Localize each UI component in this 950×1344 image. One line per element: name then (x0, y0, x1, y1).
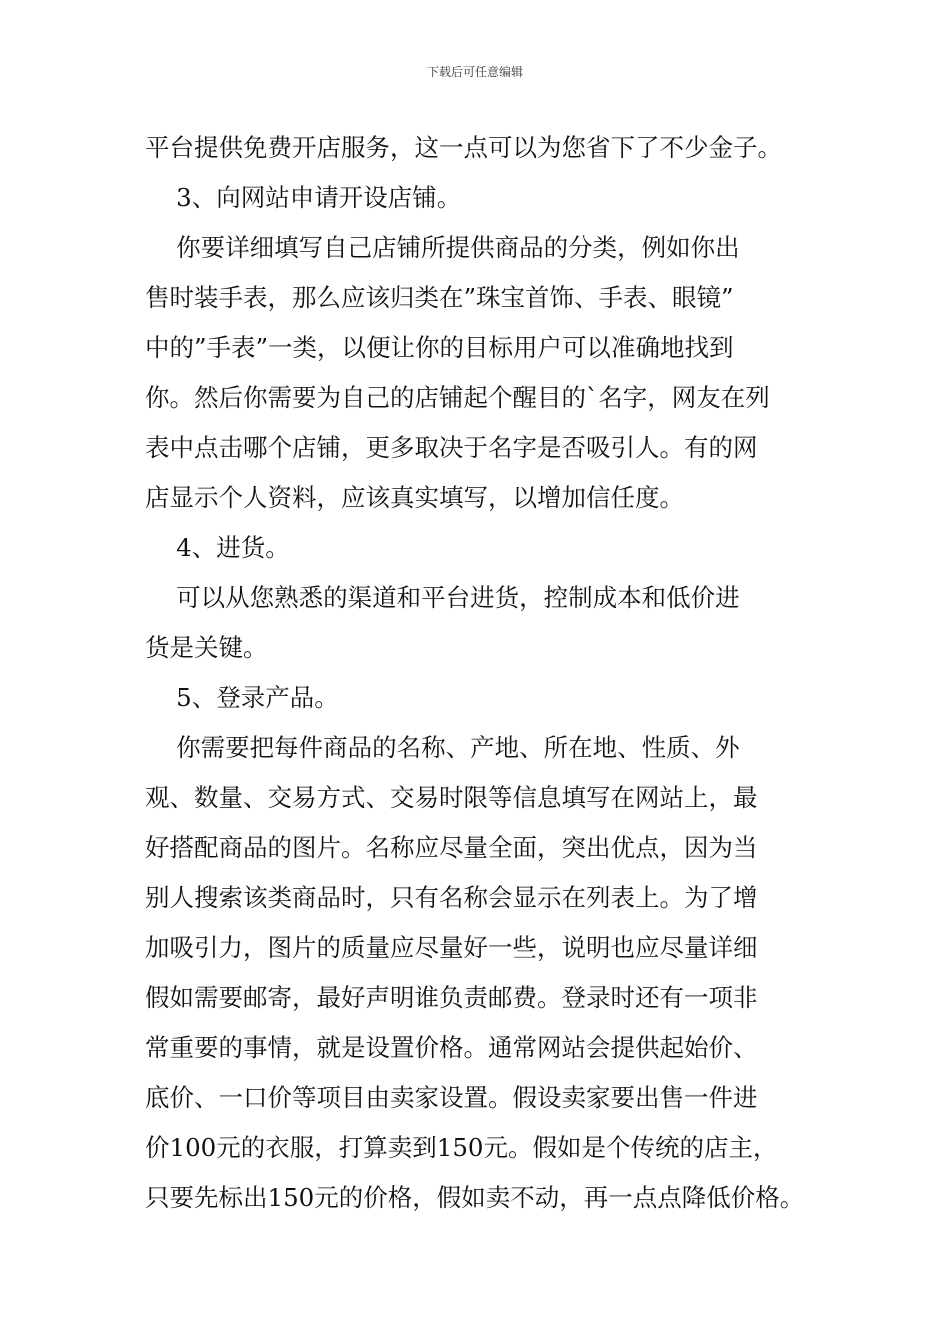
text-line: 5、登录产品。 (145, 683, 339, 712)
text-line: 只要先标出150元的价格，假如卖不动，再一点点降低价格。 (145, 1183, 805, 1212)
text-line: 货是关键。 (145, 633, 268, 662)
text-line: 假如需要邮寄，最好声明谁负责邮费。登录时还有一项非 (145, 983, 758, 1012)
text-line: 好搭配商品的图片。名称应尽量全面，突出优点，因为当 (145, 833, 758, 862)
text-line: 观、数量、交易方式、交易时限等信息填写在网站上，最 (145, 783, 758, 812)
text-line: 价100元的衣服，打算卖到150元。假如是个传统的店主， (145, 1133, 778, 1162)
text-line: 3、向网站申请开设店铺。 (145, 183, 462, 212)
text-line: 加吸引力，图片的质量应尽量好一些，说明也应尽量详细 (145, 933, 758, 962)
text-line: 可以从您熟悉的渠道和平台进货，控制成本和低价进 (145, 583, 740, 612)
text-line: 平台提供免费开店服务，这一点可以为您省下了不少金子。 (145, 133, 782, 162)
page-header: 下载后可任意编辑 (426, 65, 523, 79)
text-line: 售时装手表，那么应该归类在”珠宝首饰、手表、眼镜” (145, 283, 734, 312)
text-line: 底价、一口价等项目由卖家设置。假设卖家要出售一件进 (145, 1083, 758, 1112)
text-line: 4、进货。 (145, 533, 290, 562)
text-line: 表中点击哪个店铺，更多取决于名字是否吸引人。有的网 (145, 433, 758, 462)
text-line: 你。然后你需要为自己的店铺起个醒目的`名字，网友在列 (145, 383, 770, 412)
text-line: 你需要把每件商品的名称、产地、所在地、性质、外 (145, 733, 740, 762)
text-line: 中的”手表”一类，以便让你的目标用户可以准确地找到 (145, 333, 734, 362)
text-line: 你要详细填写自己店铺所提供商品的分类，例如你出 (145, 233, 740, 262)
text-line: 别人搜索该类商品时，只有名称会显示在列表上。为了增 (145, 883, 758, 912)
text-line: 常重要的事情，就是设置价格。通常网站会提供起始价、 (145, 1033, 758, 1062)
text-line: 店显示个人资料，应该真实填写，以增加信任度。 (145, 483, 684, 512)
